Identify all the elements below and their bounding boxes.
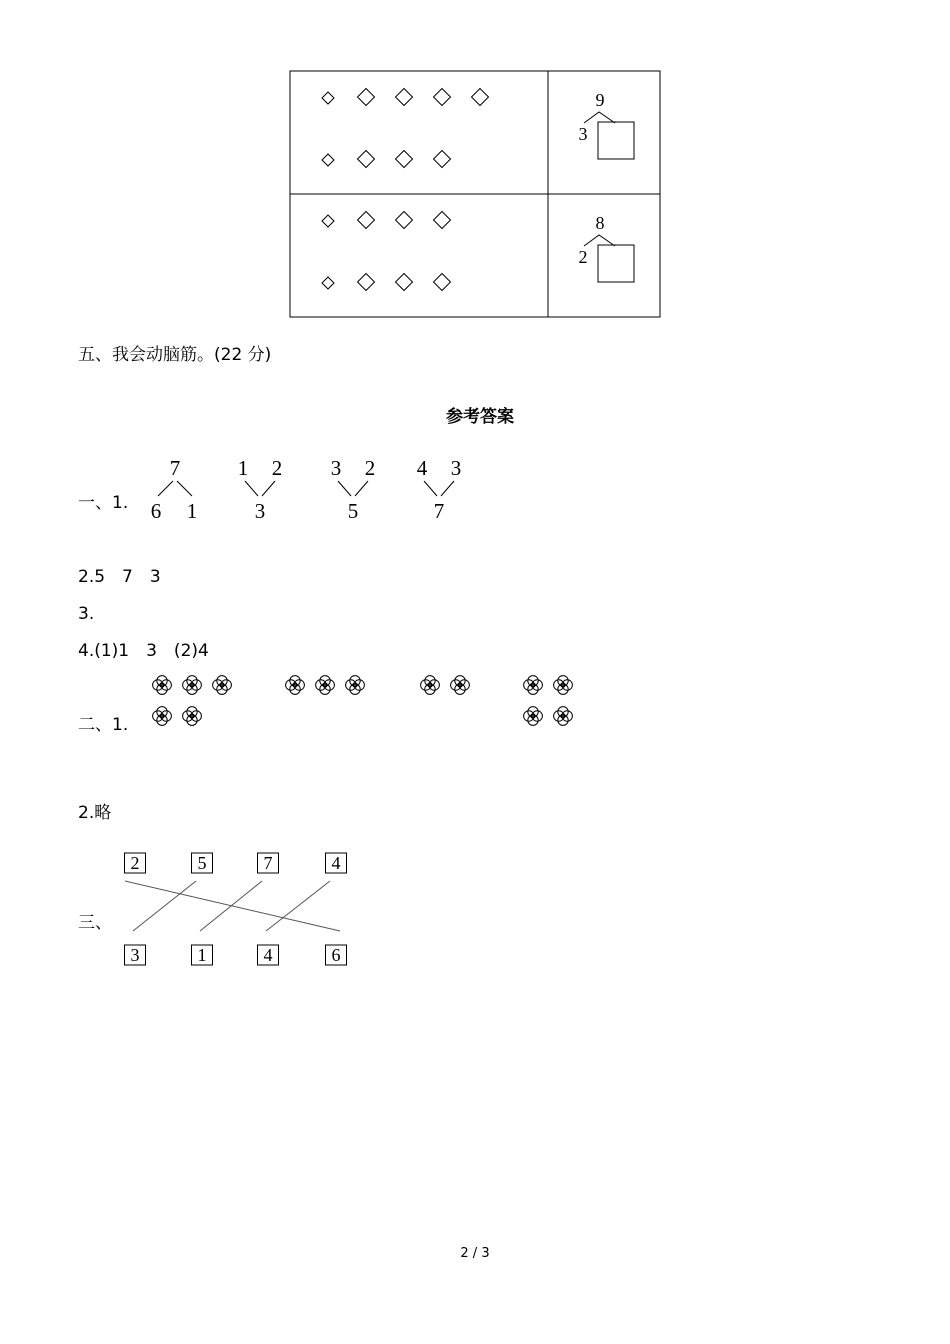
answer-box xyxy=(598,245,634,282)
flower-center xyxy=(190,714,194,718)
s2-label: 二、1. xyxy=(78,715,129,735)
diamond-icon xyxy=(358,89,375,106)
flower-icon xyxy=(346,676,365,695)
diamond-icon xyxy=(322,92,334,104)
flower-center xyxy=(561,683,565,687)
flower-icon xyxy=(421,676,440,695)
page-footer: 2 / 3 xyxy=(460,1246,490,1261)
flower-icon xyxy=(554,707,573,726)
bond-top-number: 7 xyxy=(169,456,181,480)
flower-center xyxy=(531,714,535,718)
number-bond xyxy=(331,456,376,523)
diamond-icon xyxy=(396,274,413,291)
number-bond xyxy=(151,456,198,523)
bond-top-number: 2 xyxy=(271,456,283,480)
bond-line xyxy=(177,481,192,496)
number-box-value: 6 xyxy=(331,945,341,965)
flower-icon xyxy=(153,676,172,695)
diamond-icon xyxy=(396,212,413,229)
bond-bottom-number: 7 xyxy=(433,499,445,523)
flower-center xyxy=(293,683,297,687)
flower-icon xyxy=(286,676,305,695)
q1-number-bonds xyxy=(140,450,500,530)
bond-line xyxy=(355,481,368,496)
top-number xyxy=(258,853,279,873)
top-number xyxy=(125,853,146,873)
bond-top-number: 2 xyxy=(364,456,376,480)
number-bond xyxy=(417,456,462,523)
bottom-number xyxy=(125,945,146,965)
diamond-icon xyxy=(396,151,413,168)
flower-center xyxy=(561,714,565,718)
diamond-icon xyxy=(358,212,375,229)
match-line xyxy=(125,881,340,931)
flower-icon xyxy=(316,676,335,695)
diamond-icon xyxy=(322,277,334,289)
flower-center xyxy=(220,683,224,687)
flower-icon xyxy=(451,676,470,695)
top-number xyxy=(326,853,347,873)
bottom-number xyxy=(192,945,213,965)
flower-icon xyxy=(524,676,543,695)
bond-branch xyxy=(584,112,615,123)
answers-title: 参考答案 xyxy=(446,407,514,427)
flower-center xyxy=(353,683,357,687)
bond-part: 3 xyxy=(578,124,588,144)
bond-bottom-number: 5 xyxy=(347,499,359,523)
flower-icon xyxy=(183,707,202,726)
bond-top-number: 4 xyxy=(416,456,428,480)
flower-icon xyxy=(183,676,202,695)
flower-center xyxy=(190,683,194,687)
number-box-value: 1 xyxy=(197,945,207,965)
bond-bottom-number: 6 xyxy=(150,499,162,523)
diamond-icon xyxy=(434,212,451,229)
diamond-icon xyxy=(434,151,451,168)
q3-answer: 3. xyxy=(78,604,95,624)
bond-line xyxy=(424,481,437,496)
diamond-icon xyxy=(358,151,375,168)
top-number xyxy=(192,853,213,873)
q4-answer: 4.(1)1 3 (2)4 xyxy=(78,641,209,661)
diamond-icon xyxy=(358,274,375,291)
bond-whole: 8 xyxy=(595,213,605,233)
number-box-value: 7 xyxy=(263,853,273,873)
number-box-value: 3 xyxy=(130,945,140,965)
flower-center xyxy=(323,683,327,687)
flower-center xyxy=(531,683,535,687)
flower-icon xyxy=(153,707,172,726)
number-box-value: 4 xyxy=(331,853,341,873)
bond-line xyxy=(158,481,173,496)
diamond-icon xyxy=(322,215,334,227)
flower-icon xyxy=(524,707,543,726)
flower-center xyxy=(428,683,432,687)
bond-top-number: 3 xyxy=(450,456,462,480)
bond-line xyxy=(441,481,454,496)
q1-label: 一、1. xyxy=(78,493,129,513)
answer-box xyxy=(598,122,634,159)
flower-center xyxy=(160,714,164,718)
bond-line xyxy=(262,481,275,496)
section5-heading: 五、我会动脑筋。(22 分) xyxy=(78,345,272,365)
diamond-icon xyxy=(396,89,413,106)
bond-part: 2 xyxy=(578,247,588,267)
diamond-icon xyxy=(434,89,451,106)
q2-answer: 2.5 7 3 xyxy=(78,567,161,587)
flower-center xyxy=(160,683,164,687)
flower-icon xyxy=(213,676,232,695)
bond-bottom-number: 1 xyxy=(186,499,198,523)
diamond-icon xyxy=(434,274,451,291)
bond-line xyxy=(245,481,258,496)
number-bond xyxy=(238,456,283,523)
bottom-number xyxy=(258,945,279,965)
match-line xyxy=(200,881,262,931)
match-line xyxy=(266,881,330,931)
diamond-icon xyxy=(472,89,489,106)
s2-q2-answer: 2.略 xyxy=(78,803,112,823)
bond-top-number: 3 xyxy=(330,456,342,480)
flower-icon xyxy=(554,676,573,695)
number-box-value: 5 xyxy=(197,853,207,873)
bottom-number xyxy=(326,945,347,965)
bond-top-number: 1 xyxy=(237,456,249,480)
number-box-value: 2 xyxy=(130,853,140,873)
s3-label: 三、 xyxy=(78,913,112,933)
flower-center xyxy=(458,683,462,687)
matching-diagram xyxy=(110,845,370,975)
flower-groups xyxy=(140,670,600,740)
bond-whole: 9 xyxy=(595,90,605,110)
bond-branch xyxy=(584,235,615,246)
match-line xyxy=(133,881,196,931)
bond-line xyxy=(338,481,351,496)
diamond-icon xyxy=(322,154,334,166)
bond-bottom-number: 3 xyxy=(254,499,266,523)
diamond-table xyxy=(0,0,950,330)
number-box-value: 4 xyxy=(263,945,273,965)
